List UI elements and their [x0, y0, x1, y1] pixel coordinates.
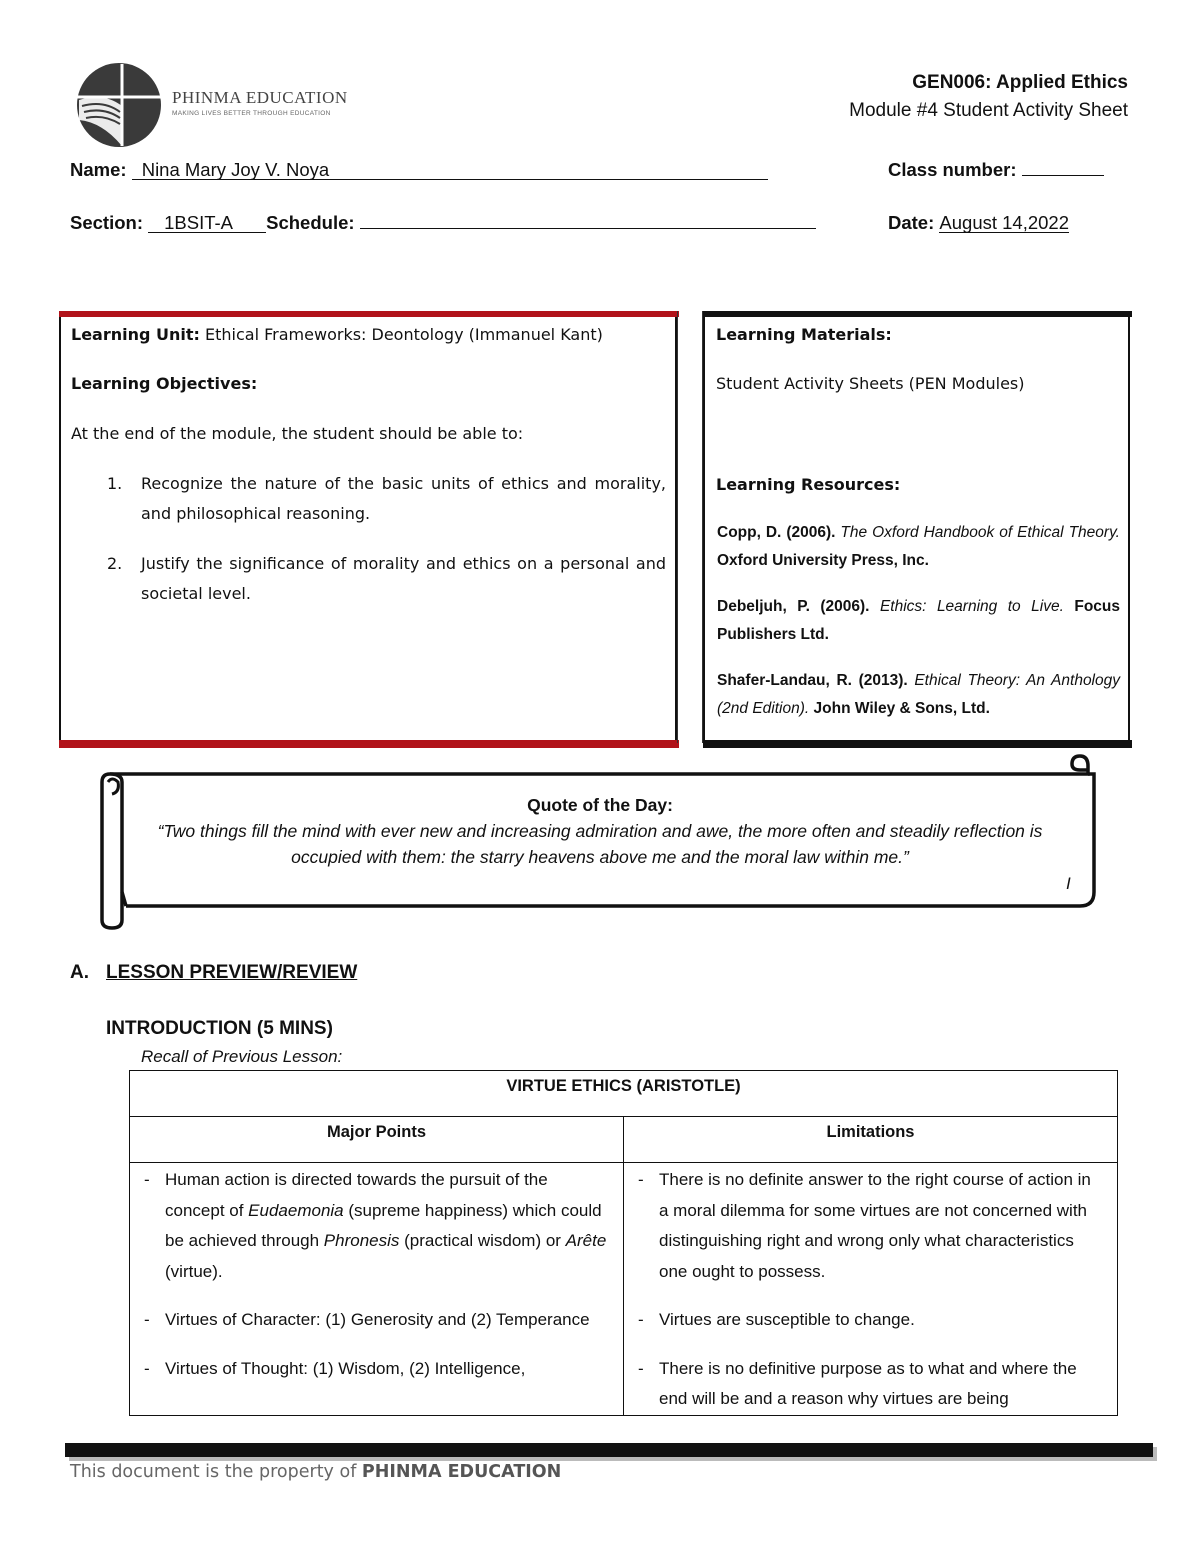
name-value[interactable]: Nina Mary Joy V. Noya	[132, 161, 768, 180]
table-title: VIRTUE ETHICS (ARISTOTLE)	[130, 1071, 1118, 1117]
phinma-globe-icon	[74, 62, 164, 148]
resource-item: Shafer-Landau, R. (2013). Ethical Theory: An Anthology (2nd Edition). John Wiley & Sons, Ltd.	[717, 672, 1120, 717]
column-header-limitations: Limitations	[624, 1117, 1118, 1163]
intro-title: INTRODUCTION (5 MINS)	[106, 1018, 333, 1039]
schedule-value[interactable]	[360, 228, 816, 229]
box-divider	[677, 311, 703, 743]
major-points-cell	[130, 1163, 624, 1416]
limitations-cell	[624, 1163, 1118, 1416]
section-label: Section:	[70, 212, 143, 233]
objective-item: 1. Recognize the nature of the basic units of ethics and morality, and philosophical reasoning.	[107, 474, 666, 523]
name-label: Name:	[70, 159, 127, 180]
list-item: - There is no definitive purpose as to what and where the end will be and a reason why virtues are being	[624, 1354, 1117, 1415]
date-label: Date:	[888, 212, 935, 233]
list-item: - Virtues of Thought: (1) Wisdom, (2) Intelligence,	[130, 1354, 623, 1385]
list-item: - There is no definite answer to the right course of action in a moral dilemma for some virtues are not concerned with distinguishing right and wrong only what characteristics one ought to possess.	[624, 1165, 1117, 1287]
objectives-heading: Learning Objectives:	[71, 374, 258, 393]
quote-body: “Two things fill the mind with ever new and increasing admiration and awe, the more often and steadily reflection is occupied with them: the starry heavens above me and the moral law within me.”	[157, 821, 1043, 867]
class-number-value[interactable]	[1022, 175, 1104, 176]
learning-unit-label: Learning Unit:	[71, 325, 200, 344]
section-letter: A.	[70, 962, 89, 983]
red-top-border	[59, 311, 679, 317]
section-heading	[70, 962, 358, 984]
course-header	[849, 72, 1128, 122]
red-bottom-border	[59, 740, 679, 748]
class-number-label: Class number:	[888, 159, 1017, 180]
name-field	[70, 159, 768, 181]
footer-owner: PHINMA EDUCATION	[361, 1462, 562, 1482]
learning-materials-box	[703, 311, 1130, 748]
resource-item: Debeljuh, P. (2006). Ethics: Learning to Live. Focus Publishers Ltd.	[717, 598, 1121, 643]
section-value[interactable]: 1BSIT-A	[148, 214, 266, 233]
black-top-border	[703, 311, 1132, 317]
list-item: - Virtues of Character: (1) Generosity and (2) Temperance	[130, 1305, 623, 1336]
date-value[interactable]: August 14,2022	[939, 212, 1070, 233]
date-field	[888, 212, 1069, 234]
objectives-intro: At the end of the module, the student should be able to:	[71, 424, 524, 443]
section-title: LESSON PREVIEW/REVIEW	[106, 962, 358, 983]
course-code: GEN006: Applied Ethics	[912, 72, 1128, 93]
resources-heading: Learning Resources:	[716, 475, 901, 494]
learning-unit-box	[59, 311, 677, 748]
resource-item: Copp, D. (2006). The Oxford Handbook of Ethical Theory. Oxford University Press, Inc.	[717, 524, 1120, 569]
sheet-title: Module #4 Student Activity Sheet	[849, 100, 1128, 121]
materials-value: Student Activity Sheets (PEN Modules)	[716, 374, 1025, 393]
column-header-major-points: Major Points	[130, 1117, 624, 1163]
footer-text: This document is the property of PHINMA EDUCATION	[70, 1462, 562, 1482]
section-field	[70, 212, 816, 234]
logo-tagline: MAKING LIVES BETTER THROUGH EDUCATION	[172, 110, 331, 117]
learning-unit-value: Ethical Frameworks: Deontology (Immanuel Kant)	[205, 325, 603, 344]
objective-item: 2. Justify the significance of morality and ethics on a personal and societal level.	[107, 554, 666, 603]
list-item: - Human action is directed towards the pursuit of the concept of Eudaemonia (supreme happiness) which could be achieved through Phronesis (practical wisdom) or Arête (virtue).	[130, 1165, 623, 1287]
materials-heading: Learning Materials:	[716, 325, 892, 344]
quote-attribution: I	[1066, 874, 1071, 893]
quote-block	[130, 792, 1070, 870]
phinma-logo	[74, 62, 374, 148]
recall-label: Recall of Previous Lesson:	[141, 1047, 343, 1066]
list-item: - Virtues are susceptible to change.	[624, 1305, 1117, 1336]
learning-unit	[71, 320, 603, 350]
virtue-ethics-table	[129, 1070, 1118, 1416]
quote-title: Quote of the Day:	[527, 795, 673, 815]
class-number-field	[888, 159, 1104, 181]
schedule-label: Schedule:	[266, 212, 355, 233]
black-bottom-border	[703, 740, 1132, 748]
footer-bar	[65, 1443, 1153, 1457]
logo-name: PHINMA EDUCATION	[172, 88, 348, 107]
